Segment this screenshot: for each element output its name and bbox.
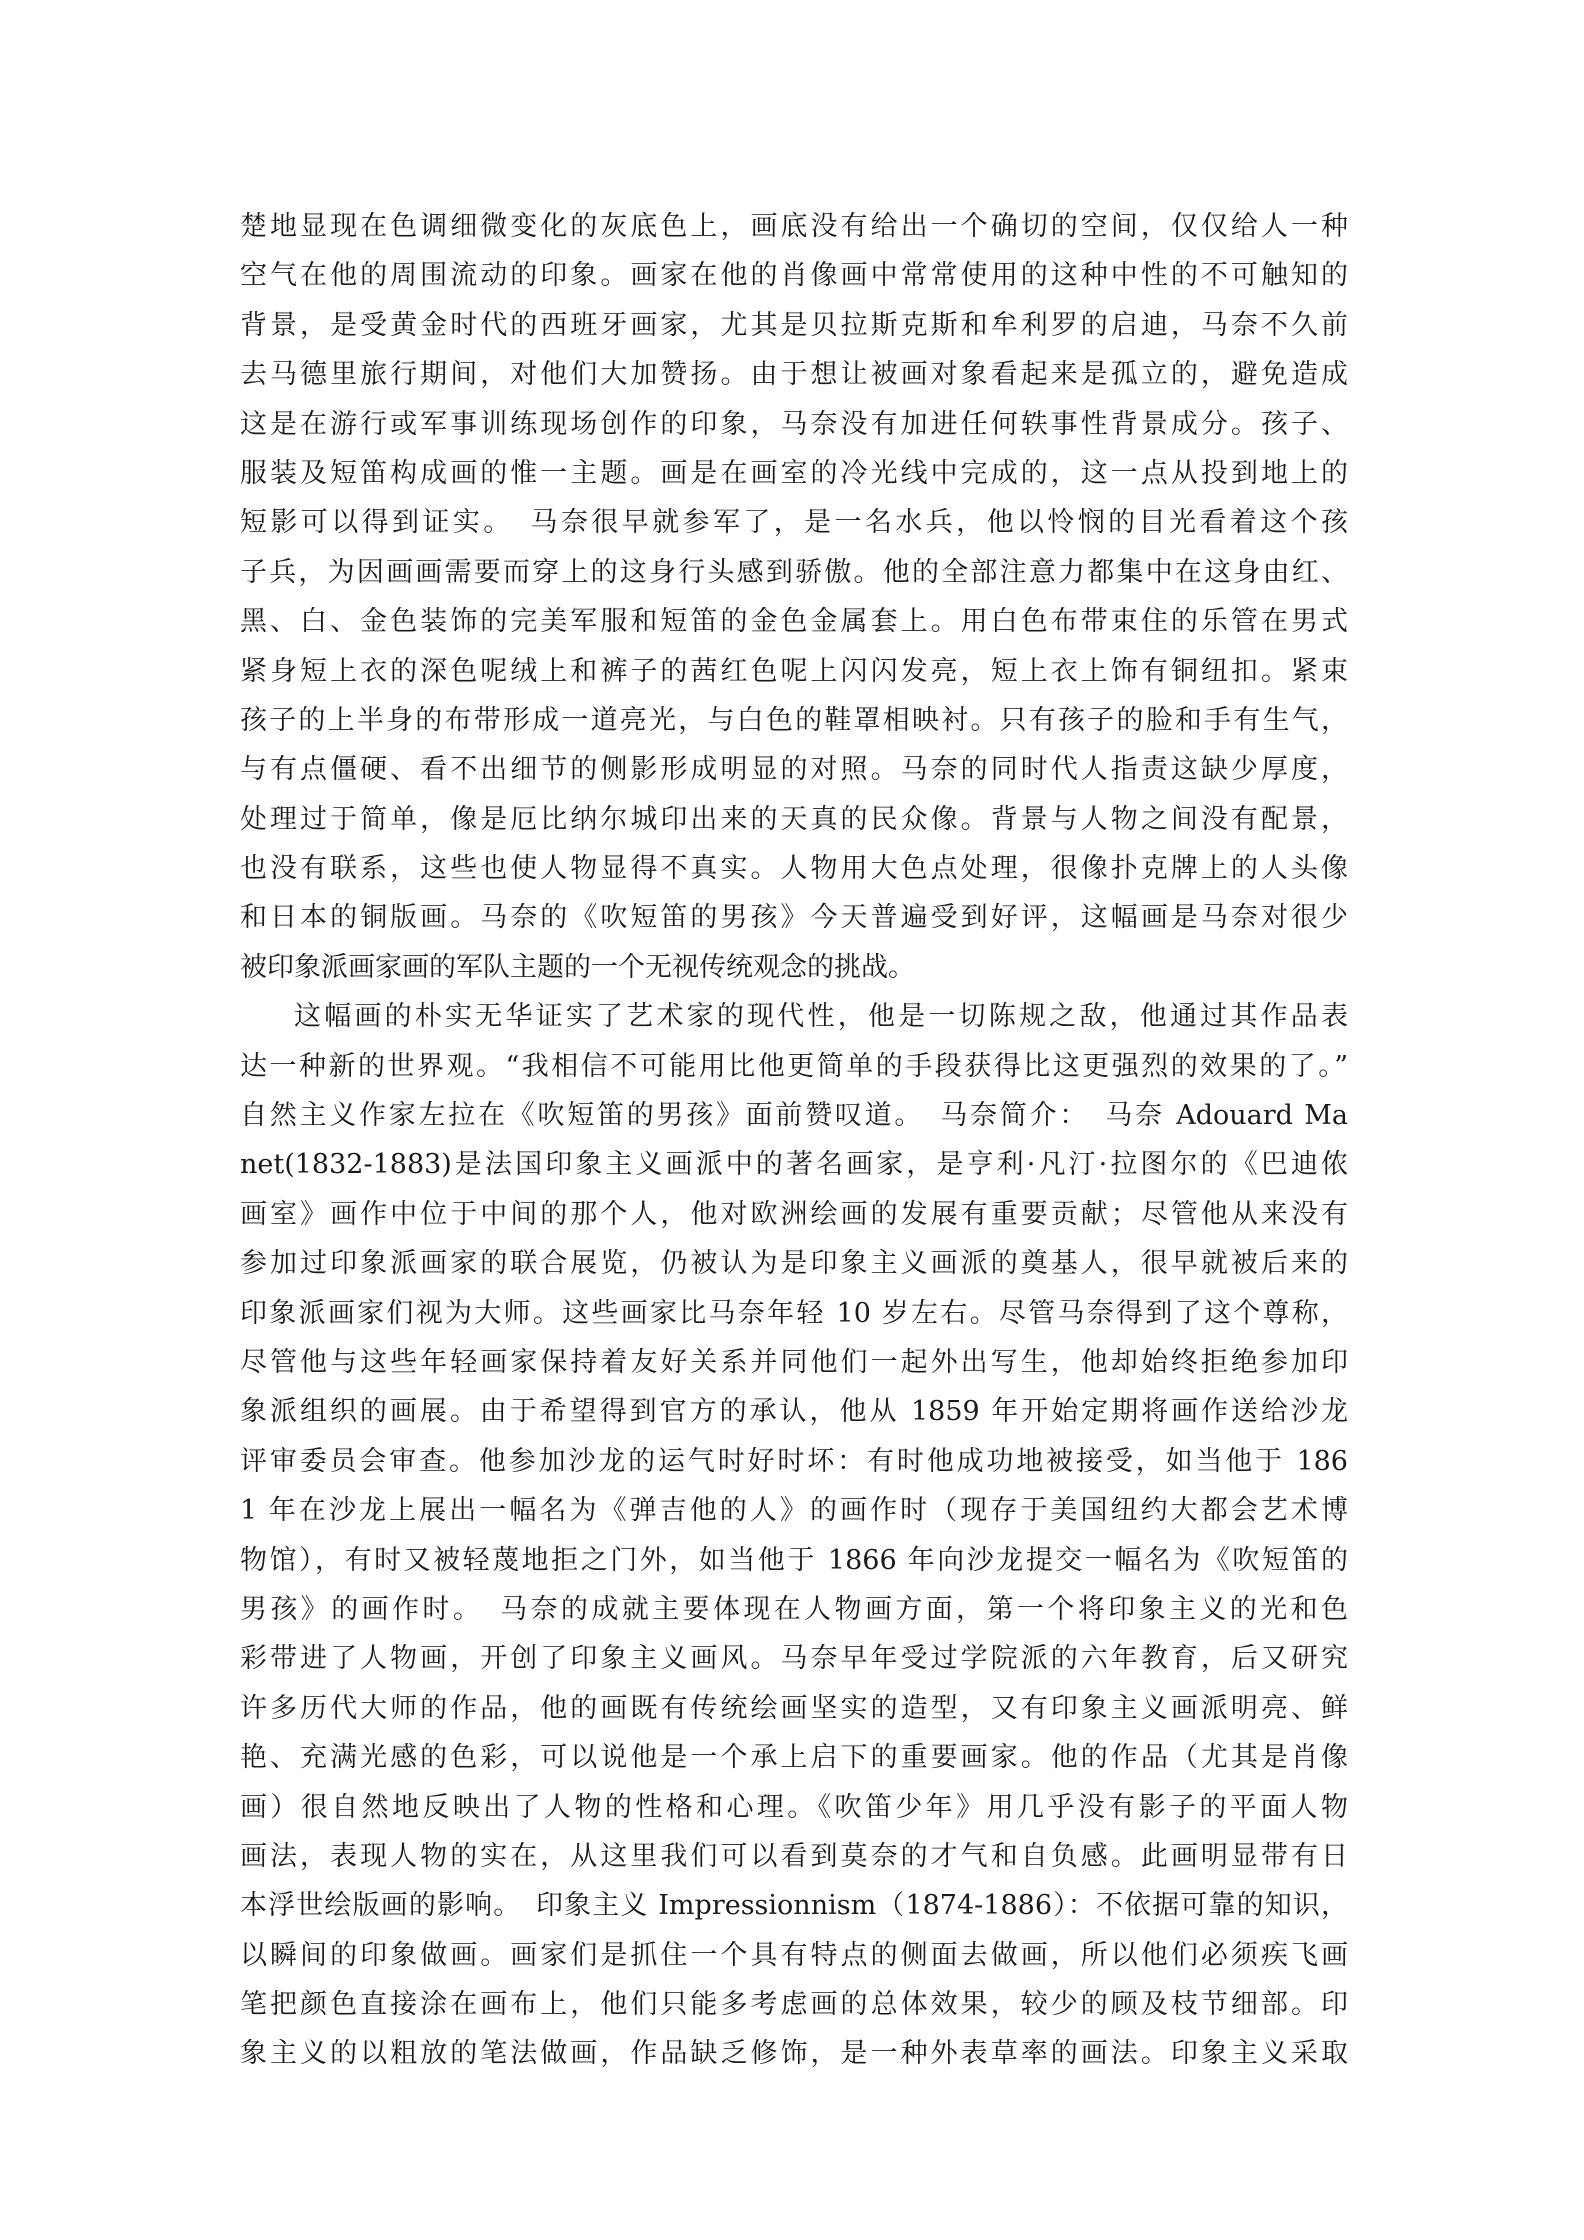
text-line: 象主义的以粗放的笔法做画，作品缺乏修饰，是一种外表草率的画法。印象主义采取 [240, 2038, 1348, 2070]
text-line: 以瞬间的印象做画。画家们是抓住一个具有特点的侧面去做画，所以他们必须疾飞画 [240, 1939, 1348, 1971]
text-line: 象派组织的画展。由于希望得到官方的承认，他从 1859 年开始定期将画作送给沙龙 [240, 1396, 1348, 1428]
text-line: 紧身短上衣的深色呢绒上和裤子的茜红色呢上闪闪发亮，短上衣上饰有铜纽扣。紧束 [240, 655, 1348, 687]
text-line: 与有点僵硬、看不出细节的侧影形成明显的对照。马奈的同时代人指责这缺少厚度， [240, 754, 1348, 786]
text-line: 画）很自然地反映出了人物的性格和心理。《吹笛少年》用几乎没有影子的平面人物 [240, 1791, 1348, 1823]
text-line: 彩带进了人物画，开创了印象主义画风。马奈早年受过学院派的六年教育，后又研究 [240, 1643, 1348, 1675]
paragraph-start-line: 这幅画的朴实无华证实了艺术家的现代性，他是一切陈规之敌，他通过其作品表 [294, 1001, 1348, 1033]
text-line: 画法，表现人物的实在，从这里我们可以看到莫奈的才气和自负感。此画明显带有日 [240, 1840, 1348, 1872]
text-line: 男孩》的画作时。 马奈的成就主要体现在人物画方面，第一个将印象主义的光和色 [240, 1593, 1348, 1625]
text-line: 孩子的上半身的布带形成一道亮光，与白色的鞋罩相映衬。只有孩子的脸和手有生气， [240, 704, 1348, 736]
text-line: 处理过于简单，像是厄比纳尔城印出来的天真的民众像。背景与人物之间没有配景， [240, 803, 1348, 835]
text-line: 楚地显现在色调细微变化的灰底色上，画底没有给出一个确切的空间，仅仅给人一种 [240, 211, 1348, 242]
text-line: 许多历代大师的作品，他的画既有传统绘画坚实的造型，又有印象主义画派明亮、鲜 [240, 1692, 1348, 1724]
text-line: 参加过印象派画家的联合展览，仍被认为是印象主义画派的奠基人，很早就被后来的 [240, 1248, 1348, 1280]
text-line: 这是在游行或军事训练现场创作的印象，马奈没有加进任何轶事性背景成分。孩子、 [240, 408, 1348, 440]
text-line: 达一种新的世界观。“我相信不可能用比他更简单的手段获得比这更强烈的效果的了。” [240, 1050, 1348, 1082]
text-line: 艳、充满光感的色彩，可以说他是一个承上启下的重要画家。他的作品（尤其是肖像 [240, 1742, 1348, 1774]
text-line: 背景，是受黄金时代的西班牙画家，尤其是贝拉斯克斯和牟利罗的启迪，马奈不久前 [240, 309, 1348, 341]
paragraph-end-line: 被印象派画家画的军队主题的一个无视传统观念的挑战。 [240, 951, 915, 983]
text-line: 笔把颜色直接涂在画布上，他们只能多考虑画的总体效果，较少的顾及枝节细部。印 [240, 1989, 1348, 2021]
text-line: 也没有联系，这些也使人物显得不真实。人物用大色点处理，很像扑克牌上的人头像 [240, 853, 1348, 885]
text-line: 子兵，为因画画需要而穿上的这身行头感到骄傲。他的全部注意力都集中在这身由红、 [240, 556, 1348, 588]
text-line: 评审委员会审查。他参加沙龙的运气时好时坏：有时他成功地被接受，如当他于 186 [240, 1445, 1348, 1477]
text-line: 和日本的铜版画。马奈的《吹短笛的男孩》今天普遍受到好评，这幅画是马奈对很少 [240, 902, 1348, 934]
text-line: 短影可以得到证实。 马奈很早就参军了，是一名水兵，他以怜悯的目光看着这个孩 [240, 507, 1348, 539]
text-line: 服装及短笛构成画的惟一主题。画是在画室的冷光线中完成的，这一点从投到地上的 [240, 457, 1348, 489]
text-line: 尽管他与这些年轻画家保持着友好关系并同他们一起外出写生，他却始终拒绝参加印 [240, 1346, 1348, 1378]
text-line: 本浮世绘版画的影响。 印象主义 Impressionnism（1874-1886）：不依据可靠的知识， [240, 1890, 1348, 1922]
text-line: 自然主义作家左拉在《吹短笛的男孩》面前赞叹道。 马奈简介： 马奈 Adouard Ma [240, 1100, 1348, 1132]
text-line: 物馆），有时又被轻蔑地拒之门外，如当他于 1866 年向沙龙提交一幅名为《吹短笛的 [240, 1544, 1348, 1576]
text-line: 空气在他的周围流动的印象。画家在他的肖像画中常常使用的这种中性的不可触知的 [240, 260, 1348, 292]
text-line: 黑、白、金色装饰的完美军服和短笛的金色金属套上。用白色布带束住的乐管在男式 [240, 606, 1348, 638]
text-line: 印象派画家们视为大师。这些画家比马奈年轻 10 岁左右。尽管马奈得到了这个尊称， [240, 1297, 1348, 1329]
text-line: net(1832-1883)是法国印象主义画派中的著名画家，是亨利·凡汀·拉图尔的《巴迪侬 [240, 1149, 1348, 1181]
body-text [240, 202, 1348, 2079]
text-line: 去马德里旅行期间，对他们大加赞扬。由于想让被画对象看起来是孤立的，避免造成 [240, 359, 1348, 391]
text-line: 画室》画作中位于中间的那个人，他对欧洲绘画的发展有重要贡献；尽管他从来没有 [240, 1198, 1348, 1230]
text-line: 1 年在沙龙上展出一幅名为《弹吉他的人》的画作时（现存于美国纽约大都会艺术博 [240, 1495, 1348, 1527]
